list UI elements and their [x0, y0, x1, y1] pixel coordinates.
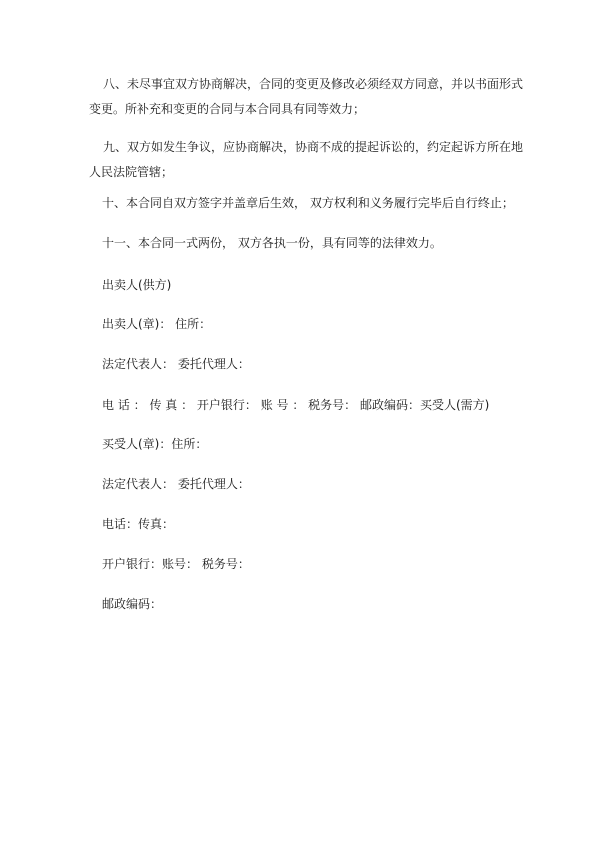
clause-11: 十一、本合同一式两份， 双方各执一份，具有同等的法律效力。	[102, 236, 442, 250]
clause-8-line-2	[89, 97, 529, 122]
clause-10: 十、本合同自双方签字并盖章后生效， 双方权利和义务履行完毕后自行终止；	[102, 196, 514, 210]
clause-9-text-1: 九、双方如发生争议，应协商解决，协商不成的提起诉讼的，约定起诉方所在地	[103, 140, 524, 154]
clause-8-line-1	[89, 72, 529, 97]
seller-contact-line: 电 话 ： 传 真 ： 开户银行： 账 号 ： 税务号： 邮政编码：买受人(需方)	[102, 398, 490, 412]
seller-representative-agent: 法定代表人： 委托代理人：	[102, 357, 250, 371]
buyer-bank-account-tax: 开户银行：账号： 税务号：	[102, 557, 250, 571]
buyer-seal-address: 买受人(章)：住所：	[102, 437, 208, 451]
buyer-postal-code: 邮政编码：	[102, 597, 163, 611]
buyer-phone-fax: 电话：传真：	[102, 517, 175, 531]
clause-9-text-2: 人民法院管辖；	[89, 165, 174, 179]
clause-9	[89, 135, 529, 185]
seller-seal-address: 出卖人(章)： 住所：	[102, 317, 212, 331]
clause-8-text-2: 变更。所补充和变更的合同与本合同具有同等效力；	[89, 102, 366, 116]
clause-9-line-2	[89, 160, 529, 185]
buyer-representative-agent: 法定代表人： 委托代理人：	[102, 477, 250, 491]
clause-9-line-1	[89, 135, 529, 160]
clause-8-text-1: 八、未尽事宜双方协商解决，合同的变更及修改必须经双方同意，并以书面形式	[103, 77, 524, 91]
clause-8	[89, 72, 529, 122]
seller-heading: 出卖人(供方)	[102, 278, 172, 292]
